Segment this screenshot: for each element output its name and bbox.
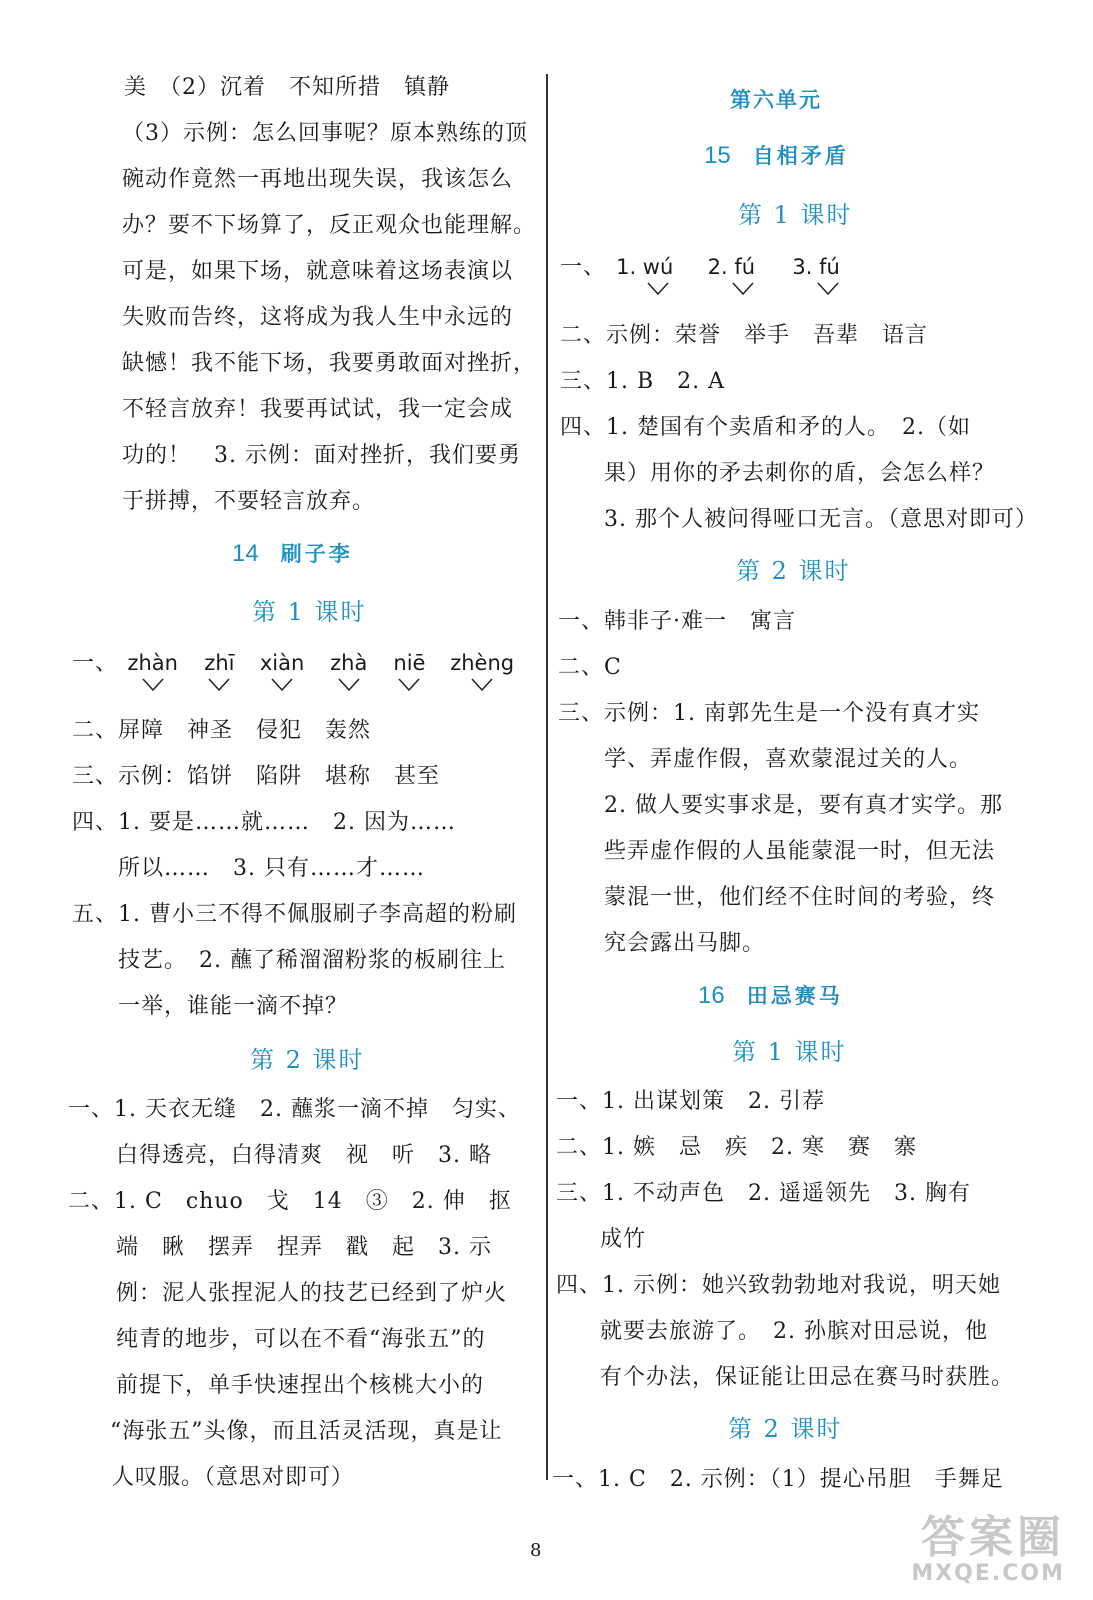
lesson-name: 刷子李 bbox=[280, 542, 353, 566]
check-icon bbox=[338, 677, 360, 691]
check-icon bbox=[271, 677, 293, 691]
text-line: 白得透亮，白得清爽 视 听 3. 略 bbox=[116, 1143, 492, 1168]
pinyin-item: zhà bbox=[329, 651, 369, 675]
check-icon bbox=[471, 677, 493, 691]
period-heading: 第 1 课时 bbox=[252, 598, 367, 626]
pinyin-item: 3. fú bbox=[786, 255, 846, 279]
column-divider bbox=[546, 74, 548, 1480]
text-line: 蒙混一世，他们经不住时间的考验，终 bbox=[604, 885, 996, 910]
text-line: 三、1. B 2. A bbox=[560, 369, 726, 394]
lesson-15-title bbox=[704, 140, 849, 171]
check-icon bbox=[647, 281, 669, 295]
text-line: 端 瞅 摆弄 捏弄 戳 起 3. 示 bbox=[116, 1235, 492, 1260]
check-icon bbox=[398, 677, 420, 691]
text-line: 2. 做人要实事求是，要有真才实学。那 bbox=[604, 793, 1003, 818]
page-number: 8 bbox=[530, 1540, 542, 1561]
text-line: 三、示例：馅饼 陷阱 堪称 甚至 bbox=[72, 764, 441, 789]
period-heading: 第 2 课时 bbox=[736, 557, 851, 585]
text-line: 所以…… 3. 只有……才…… bbox=[118, 856, 425, 881]
text-line: 一举，谁能一滴不掉？ bbox=[118, 994, 349, 1019]
text-line: 二、屏障 神圣 侵犯 轰然 bbox=[72, 718, 372, 743]
text-line: 人叹服。（意思对即可） bbox=[112, 1465, 355, 1490]
text-line: 失败而告终，这将成为我人生中永远的 bbox=[122, 305, 514, 330]
period-heading: 第 1 课时 bbox=[738, 201, 853, 229]
period-heading: 第 1 课时 bbox=[732, 1038, 847, 1066]
item-prefix: 一、 bbox=[72, 651, 119, 676]
lesson-name: 田忌赛马 bbox=[746, 984, 843, 1008]
text-line: 二、C bbox=[558, 655, 622, 680]
text-line: 可是，如果下场，就意味着这场表演以 bbox=[122, 259, 514, 284]
text-line: 碗动作竟然一再地出现失误，我该怎么 bbox=[122, 167, 514, 192]
pinyin-item: zhī bbox=[203, 651, 235, 675]
text-line: 些弄虚作假的人虽能蒙混一时，但无法 bbox=[604, 839, 996, 864]
text-line: 技艺。 2. 蘸了稀溜溜粉浆的板刷往上 bbox=[118, 948, 506, 973]
text-line: 果）用你的矛去刺你的盾，会怎么样？ bbox=[604, 461, 996, 486]
text-line: 二、1. C chuo 戈 14 ③ 2. 伸 抠 bbox=[68, 1189, 512, 1214]
period-heading: 第 2 课时 bbox=[250, 1046, 365, 1074]
text-line: 不轻言放弃！我要再试试，我一定会成 bbox=[122, 397, 514, 422]
lesson-number: 15 bbox=[704, 142, 731, 169]
lesson-number: 16 bbox=[698, 982, 725, 1009]
text-line: （3）示例：怎么回事呢？原本熟练的顶 bbox=[122, 121, 528, 146]
lesson-number: 14 bbox=[232, 540, 259, 567]
text-line: 缺憾！我不能下场，我要勇敢面对挫折， bbox=[122, 351, 537, 376]
pinyin-item: 1. wú bbox=[613, 255, 677, 279]
pinyin-item: zhèng bbox=[450, 651, 514, 675]
pinyin-item: 2. fú bbox=[701, 255, 761, 279]
check-icon bbox=[817, 281, 839, 295]
text-line: 二、1. 嫉 忌 疾 2. 寒 赛 寨 bbox=[556, 1135, 917, 1160]
check-icon bbox=[142, 677, 164, 691]
text-line: “海张五”头像，而且活灵活现，真是让 bbox=[110, 1419, 503, 1444]
text-line: 成竹 bbox=[600, 1227, 647, 1252]
item-prefix: 一、 bbox=[560, 255, 607, 280]
pinyin-item: xiàn bbox=[258, 651, 306, 675]
unit-title: 第六单元 bbox=[730, 88, 822, 112]
text-line: 例：泥人张捏泥人的技艺已经到了炉火 bbox=[116, 1281, 508, 1306]
text-line: 于拼搏，不要轻言放弃。 bbox=[122, 489, 376, 514]
text-line: 一、1. C 2. 示例：（1）提心吊胆 手舞足 bbox=[552, 1467, 1004, 1492]
text-line: 就要去旅游了。 2. 孙膑对田忌说，他 bbox=[600, 1319, 988, 1344]
check-icon bbox=[208, 677, 230, 691]
text-line: 有个办法，保证能让田忌在赛马时获胜。 bbox=[600, 1365, 1015, 1390]
text-line: 四、1. 要是……就…… 2. 因为…… bbox=[72, 810, 456, 835]
watermark-logo: 答案圈 MXQE.COM bbox=[911, 1512, 1065, 1586]
check-icon bbox=[732, 281, 754, 295]
text-line: 一、韩非子·难一 寓言 bbox=[558, 609, 796, 634]
text-line: 一、1. 出谋划策 2. 引荐 bbox=[556, 1089, 825, 1114]
text-line: 究会露出马脚。 bbox=[604, 931, 766, 956]
pinyin-item: zhàn bbox=[125, 651, 181, 675]
text-line: 四、1. 楚国有个卖盾和矛的人。 2.（如 bbox=[560, 415, 971, 440]
text-line: 三、1. 不动声色 2. 遥遥领先 3. 胸有 bbox=[556, 1181, 971, 1206]
lesson-16-title bbox=[698, 980, 843, 1011]
text-line: 一、1. 天衣无缝 2. 蘸浆一滴不掉 匀实、 bbox=[68, 1097, 521, 1122]
lesson-name: 自相矛盾 bbox=[752, 144, 849, 168]
text-line: 三、示例：1. 南郭先生是一个没有真才实 bbox=[558, 701, 980, 726]
text-line: 二、示例：荣誉 举手 吾辈 语言 bbox=[560, 323, 929, 348]
lesson-14-title bbox=[232, 538, 353, 569]
text-line: 功的！ 3. 示例：面对挫折，我们要勇 bbox=[122, 443, 521, 468]
text-line: 3. 那个人被问得哑口无言。（意思对即可） bbox=[604, 507, 1038, 532]
text-line: 美 （2）沉着 不知所措 镇静 bbox=[124, 75, 450, 100]
pinyin-row bbox=[560, 254, 846, 282]
text-line: 四、1. 示例：她兴致勃勃地对我说，明天她 bbox=[556, 1273, 1001, 1298]
text-line: 学、弄虚作假，喜欢蒙混过关的人。 bbox=[604, 747, 973, 772]
text-line: 办？要不下场算了，反正观众也能理解。 bbox=[122, 213, 537, 238]
text-line: 五、1. 曹小三不得不佩服刷子李高超的粉刷 bbox=[72, 902, 517, 927]
period-heading: 第 2 课时 bbox=[728, 1415, 843, 1443]
text-line: 纯青的地步，可以在不看“海张五”的 bbox=[116, 1327, 486, 1352]
pinyin-item: niē bbox=[391, 651, 427, 675]
pinyin-row bbox=[72, 650, 514, 678]
text-line: 前提下，单手快速捏出个核桃大小的 bbox=[116, 1373, 485, 1398]
